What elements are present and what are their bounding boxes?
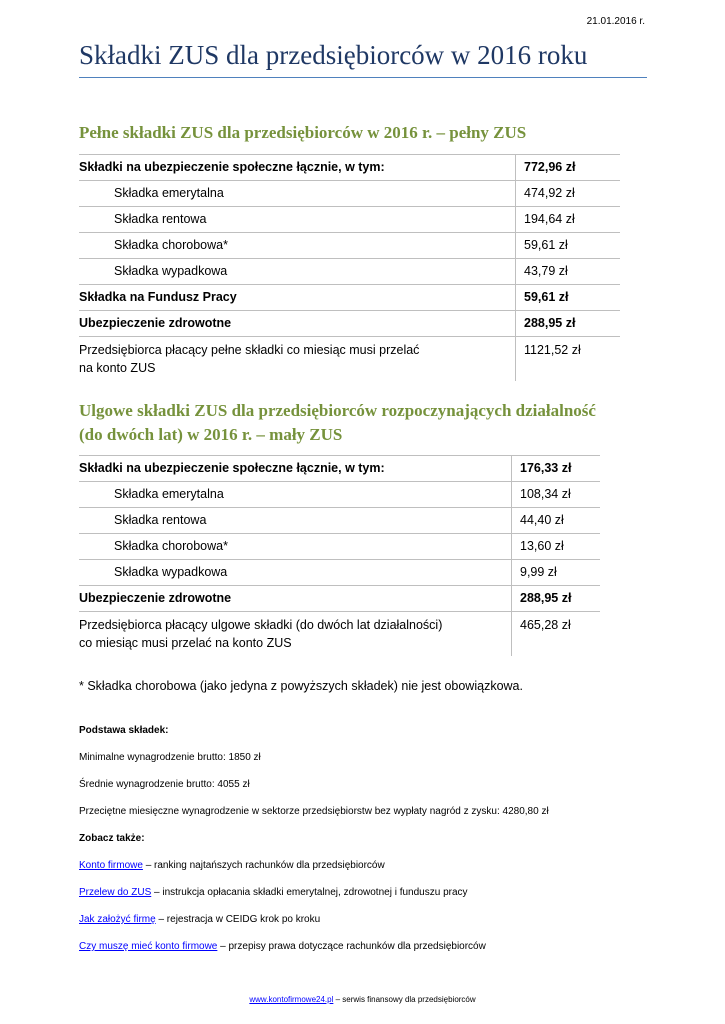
- row-label: [79, 337, 516, 382]
- table-row: [79, 456, 600, 482]
- page-title: Składki ZUS dla przedsiębiorców w 2016 roku: [79, 40, 647, 78]
- page-footer: [0, 995, 725, 1004]
- row-label: Składka chorobowa*: [79, 534, 512, 560]
- table-row: [79, 586, 600, 612]
- row-value: 194,64 zł: [516, 207, 621, 233]
- link-czy-musze-miec-konto[interactable]: Czy muszę mieć konto firmowe: [79, 941, 218, 952]
- link-jak-zalozyc-firme[interactable]: Jak założyć firmę: [79, 914, 156, 925]
- table-row: [79, 508, 600, 534]
- footnote: * Składka chorobowa (jako jedyna z powyższych składek) nie jest obowiązkowa.: [79, 679, 523, 693]
- table-row: [79, 337, 620, 382]
- table-row: [79, 560, 600, 586]
- sector-wage: Przeciętne miesięczne wynagrodzenie w sektorze przedsiębiorstw bez wypłaty nagród z zysku: 4280,80 zł: [79, 806, 549, 817]
- row-value: 772,96 zł: [516, 155, 621, 181]
- table-row: [79, 233, 620, 259]
- row-value: 1121,52 zł: [516, 337, 621, 382]
- row-label: Składka emerytalna: [79, 181, 516, 207]
- link-description: – instrukcja opłacania składki emerytalnej, zdrowotnej i funduszu pracy: [151, 887, 468, 898]
- row-value: 59,61 zł: [516, 233, 621, 259]
- row-label-line: na konto ZUS: [79, 361, 156, 375]
- row-value: 108,34 zł: [512, 482, 601, 508]
- min-wage: Minimalne wynagrodzenie brutto: 1850 zł: [79, 752, 261, 763]
- row-value: 43,79 zł: [516, 259, 621, 285]
- heading-line: (do dwóch lat) w 2016 r. – mały ZUS: [79, 425, 343, 444]
- row-label: Składka wypadkowa: [79, 259, 516, 285]
- see-also-item: [79, 860, 385, 871]
- see-also-item: [79, 941, 486, 952]
- row-value: 288,95 zł: [512, 586, 601, 612]
- row-label: Składka rentowa: [79, 207, 516, 233]
- link-description: – przepisy prawa dotyczące rachunków dla przedsiębiorców: [217, 941, 486, 952]
- row-label: Ubezpieczenie zdrowotne: [79, 586, 512, 612]
- see-also-heading: Zobacz także:: [79, 833, 145, 844]
- small-zus-table: [79, 455, 600, 656]
- row-label-line: co miesiąc musi przelać na konto ZUS: [79, 636, 292, 650]
- row-label-line: Przedsiębiorca płacący pełne składki co miesiąc musi przelać: [79, 343, 420, 357]
- link-przelew-do-zus[interactable]: Przelew do ZUS: [79, 887, 152, 898]
- row-label: Składka wypadkowa: [79, 560, 512, 586]
- link-konto-firmowe[interactable]: Konto firmowe: [79, 860, 143, 871]
- row-value: 59,61 zł: [516, 285, 621, 311]
- heading-line: Ulgowe składki ZUS dla przedsiębiorców rozpoczynających działalność: [79, 401, 596, 420]
- avg-wage: Średnie wynagrodzenie brutto: 4055 zł: [79, 779, 250, 790]
- row-value: 44,40 zł: [512, 508, 601, 534]
- footer-text: – serwis finansowy dla przedsiębiorców: [333, 995, 476, 1004]
- row-value: 13,60 zł: [512, 534, 601, 560]
- row-label: Składka emerytalna: [79, 482, 512, 508]
- table-row: [79, 207, 620, 233]
- basis-heading: Podstawa składek:: [79, 725, 169, 736]
- section2-heading: [79, 399, 596, 447]
- row-value: 9,99 zł: [512, 560, 601, 586]
- table-row: [79, 155, 620, 181]
- see-also-item: [79, 887, 468, 898]
- row-label: Składka chorobowa*: [79, 233, 516, 259]
- row-value: 474,92 zł: [516, 181, 621, 207]
- link-description: – rejestracja w CEIDG krok po kroku: [155, 914, 321, 925]
- row-label: Składki na ubezpieczenie społeczne łącznie, w tym:: [79, 456, 512, 482]
- document-date: 21.01.2016 r.: [586, 16, 645, 27]
- table-row: [79, 181, 620, 207]
- table-row: [79, 612, 600, 657]
- row-label: [79, 612, 512, 657]
- row-value: 465,28 zł: [512, 612, 601, 657]
- link-description: – ranking najtańszych rachunków dla przedsiębiorców: [142, 860, 385, 871]
- row-label: Składka rentowa: [79, 508, 512, 534]
- section1-heading: Pełne składki ZUS dla przedsiębiorców w 2016 r. – pełny ZUS: [79, 123, 527, 142]
- row-label: Składki na ubezpieczenie społeczne łącznie, w tym:: [79, 155, 516, 181]
- table-row: [79, 311, 620, 337]
- row-value: 288,95 zł: [516, 311, 621, 337]
- footer-site-link[interactable]: www.kontofirmowe24.pl: [249, 995, 334, 1004]
- row-label-line: Przedsiębiorca płacący ulgowe składki (do dwóch lat działalności): [79, 618, 443, 632]
- see-also-item: [79, 914, 320, 925]
- table-row: [79, 482, 600, 508]
- row-label: Składka na Fundusz Pracy: [79, 285, 516, 311]
- row-label: Ubezpieczenie zdrowotne: [79, 311, 516, 337]
- table-row: [79, 259, 620, 285]
- table-row: [79, 285, 620, 311]
- table-row: [79, 534, 600, 560]
- full-zus-table: [79, 154, 620, 381]
- row-value: 176,33 zł: [512, 456, 601, 482]
